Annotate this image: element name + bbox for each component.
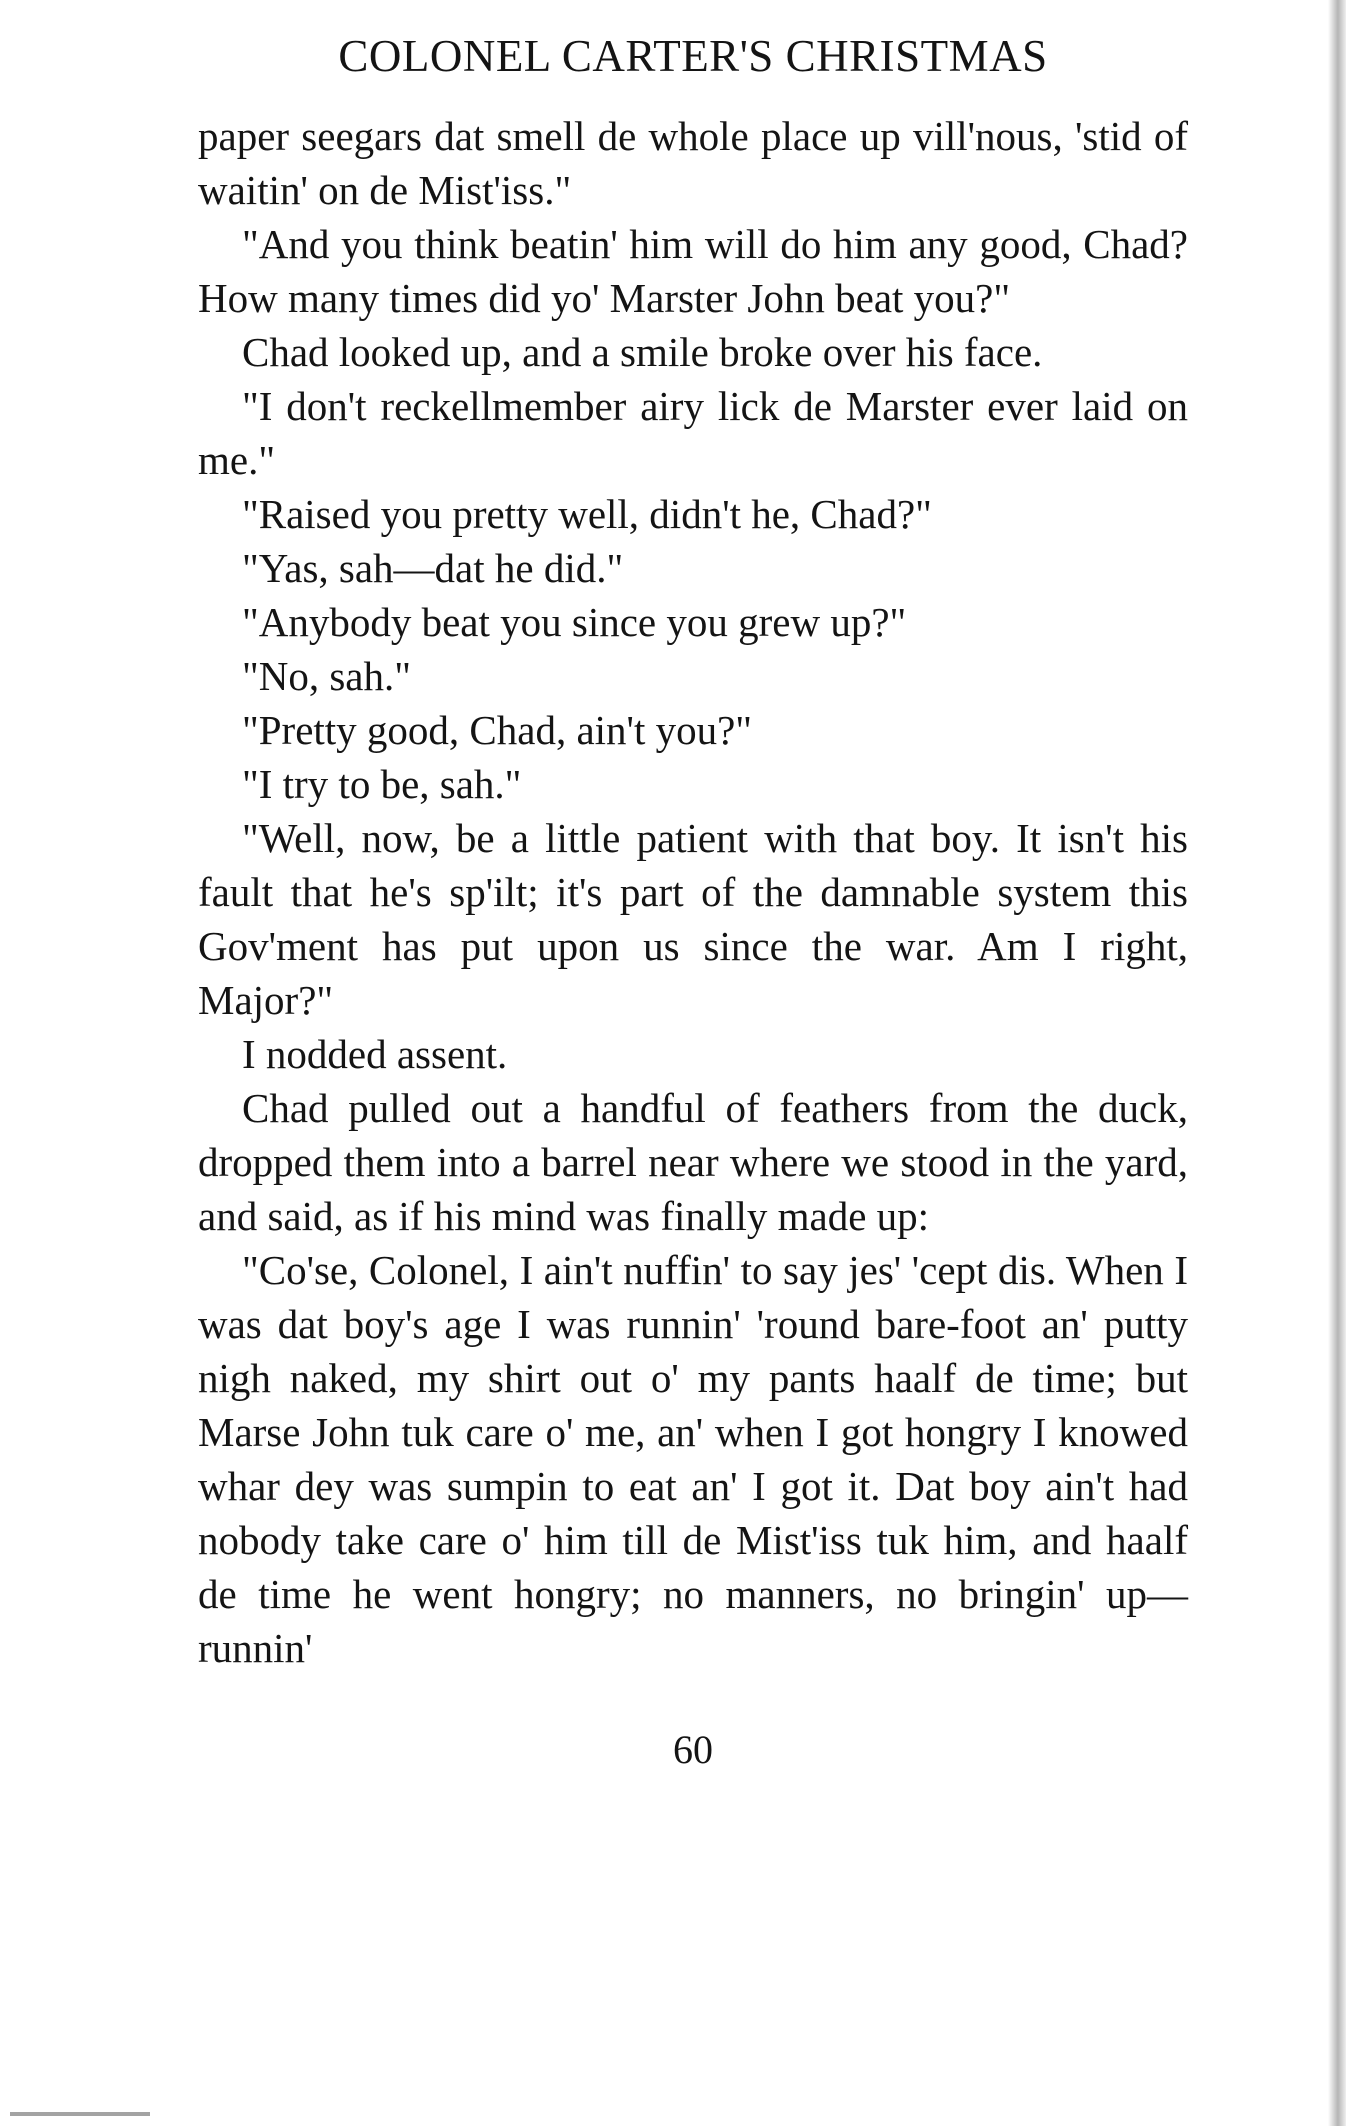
paragraph: Chad pulled out a handful of feathers from the duck, dropped them into a barrel near where we stood in the yard, and said, as if his mind was finally made up: <box>198 1085 1188 1239</box>
running-head: COLONEL CARTER'S CHRISTMAS <box>338 31 1048 81</box>
body-text <box>198 109 1188 1675</box>
paragraph: "I don't reckellmember airy lick de Marster ever laid on me." <box>198 383 1188 483</box>
paragraph: I nodded assent. <box>242 1031 508 1077</box>
paragraph: "Yas, sah—dat he did." <box>242 545 624 591</box>
paragraph: "Co'se, Colonel, I ain't nuffin' to say jes' 'cept dis. When I was dat boy's age I was runnin' 'round bare-foot an' putty nigh naked, my shirt out o' my pants haalf de time; but Marse John tuk care o' me, an' when I got hongry I knowed whar dey was sumpin to eat an' I got it. Dat boy ain't had nobody take care o' him till de Mist'iss tuk him, and haalf de time he went hongry; no manners, no bringin' up—runnin' <box>198 1247 1188 1671</box>
paragraph: "And you think beatin' him will do him any good, Chad? How many times did yo' Marster John beat you?" <box>198 221 1188 321</box>
paragraph: "Well, now, be a little patient with that boy. It isn't his fault that he's sp'ilt; it's part of the damnable system this Gov'ment has put upon us since the war. Am I right, Major?" <box>198 815 1188 1023</box>
page-edge-shadow <box>1328 0 1346 2126</box>
paragraph: "Pretty good, Chad, ain't you?" <box>242 707 753 753</box>
page-number: 60 <box>673 1727 713 1772</box>
paragraph: "Anybody beat you since you grew up?" <box>242 599 907 645</box>
paragraph: "I try to be, sah." <box>242 761 522 807</box>
paragraph: "No, sah." <box>242 653 411 699</box>
scan-mark <box>10 2112 150 2116</box>
paragraph: paper seegars dat smell de whole place up vill'nous, 'stid of waitin' on de Mist'iss." <box>198 113 1188 213</box>
paragraph: "Raised you pretty well, didn't he, Chad?" <box>242 491 932 537</box>
paragraph: Chad looked up, and a smile broke over his face. <box>242 329 1043 375</box>
